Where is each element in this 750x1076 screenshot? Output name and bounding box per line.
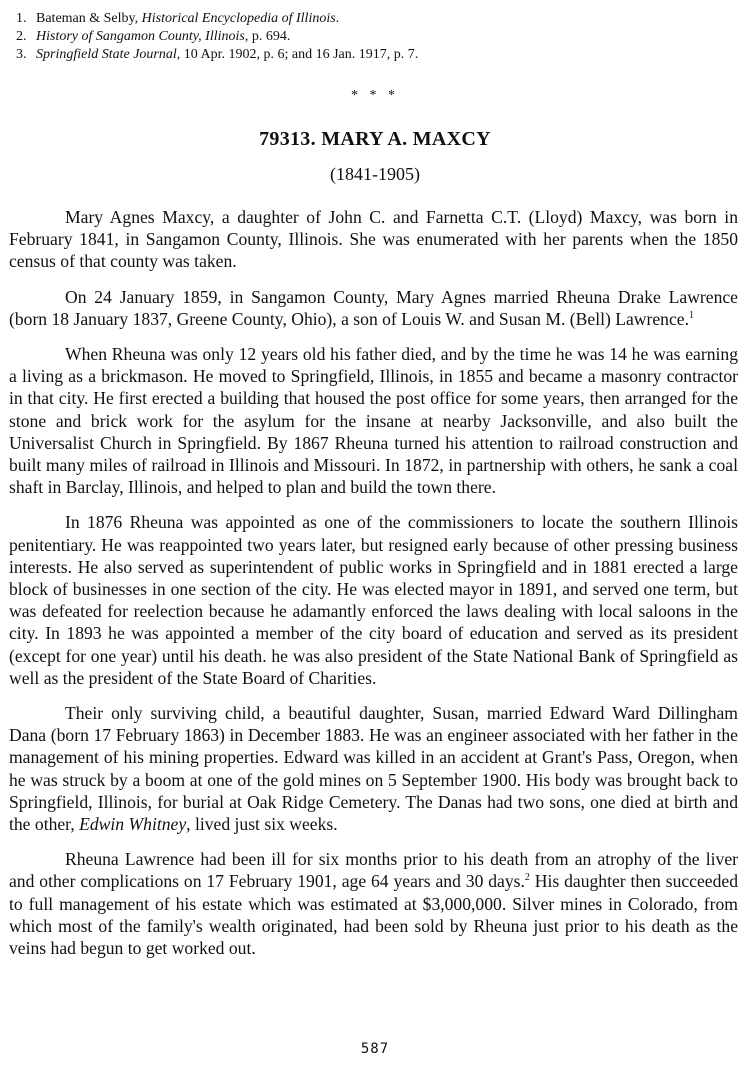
paragraph-text: On 24 January 1859, in Sangamon County, Mary Agnes married Rheuna Drake Lawrence (born 18 January 1837, Greene County, Ohio), a son of Louis W. and Susan M. (Bell) Lawrence. [9, 286, 738, 329]
footnote-text: , p. 694. [244, 29, 291, 44]
biography-body [9, 206, 738, 959]
footnote-source-title: Springfield State Journal [36, 47, 177, 62]
footnote-item [16, 10, 736, 28]
body-paragraph [9, 848, 738, 959]
body-paragraph [9, 702, 738, 835]
paragraph-text: Rheuna Lawrence had been ill for six months prior to his death from an atrophy of the liver and other complications on 17 February 1901, age 64 years and 30 days. [9, 849, 738, 892]
body-paragraph [9, 286, 738, 330]
footnote-reference: 2 [524, 872, 530, 884]
footnotes-block [16, 10, 736, 64]
paragraph-text: Mary Agnes Maxcy, a daughter of John C. and Farnetta C.T. (Lloyd) Maxcy, was born in February 1841, in Sangamon County, Illinois. She was enumerated with her parents when the 1850 census of that county was taken. [9, 207, 738, 272]
body-paragraph [9, 343, 738, 498]
footnote-text: , 10 Apr. 1902, p. 6; and 16 Jan. 1917, p. 7. [176, 47, 419, 62]
footnote-source-title: Historical Encyclopedia of Illinois [141, 11, 336, 26]
body-paragraph [9, 511, 738, 689]
footnote-number: 1. [16, 11, 27, 26]
paragraph-text: When Rheuna was only 12 years old his father died, and by the time he was 14 he was earning a living as a brickmason. He moved to Springfield, Illinois, in 1855 and became a masonry contractor in that city. He first erected a building that housed the post office for some years, then arranged for the stone and brick work for the asylum for the insane at nearby Jacksonville, and also built the Universalist Church in Springfield. By 1867 Rheuna turned his attention to railroad construction and built many miles of railroad in Illinois and Missouri. In 1872, in partnership with others, he sank a coal shaft in Barclay, Illinois, and helped to plan and build the town there. [9, 344, 738, 498]
entry-dates: (1841-1905) [330, 164, 420, 184]
paragraph-text: Their only surviving child, a beautiful daughter, Susan, married Edward Ward Dillingham Dana (born 17 February 1863) in December 1883. He was an engineer associated with her father in the management of his mining properties. Edward was killed in an accident at Grant's Pass, Oregon, when he was struck by a boom at one of the gold mines on 5 September 1900. His body was brought back to Springfield, Illinois, for burial at Oak Ridge Cemetery. The Danas had two sons, one died at birth and the other, [9, 703, 738, 835]
footnote-item [16, 46, 736, 64]
footnote-number: 3. [16, 47, 27, 62]
page-number: 587 [360, 1041, 390, 1057]
body-paragraph [9, 206, 738, 273]
section-separator: * * * [351, 88, 399, 103]
footnote-source-title: History of Sangamon County, Illinois [36, 29, 245, 44]
paragraph-text: His daughter then succeeded to full management of his estate which was estimated at $3,000,000. Silver mines in Colorado, from which most of the family's wealth originated, had been sold by Rheuna just prior to his death as the veins had begun to get worked out. [9, 871, 738, 959]
footnote-reference: 1 [689, 309, 694, 321]
child-name: Edwin Whitney [79, 814, 187, 835]
entry-title: 79313. MARY A. MAXCY [259, 128, 491, 150]
footnote-text: . [335, 11, 340, 26]
footnote-text: Bateman & Selby, [36, 11, 142, 26]
paragraph-text: , lived just six weeks. [186, 814, 338, 835]
paragraph-text: In 1876 Rheuna was appointed as one of the commissioners to locate the southern Illinois penitentiary. He was reappointed two years later, but resigned early because of other pressing business interests. He also served as superintendent of public works in Springfield and in 1881 erected a large block of businesses in one section of the city. He was elected mayor in 1891, and served one term, but was defeated for reelection because he adamantly enforced the laws dealing with local saloons in the city. In 1893 he was appointed a member of the city board of education and served as its president (except for one year) until his death. he was also president of the State National Bank of Springfield as well as the president of the State Board of Charities. [9, 512, 738, 688]
footnote-item [16, 28, 736, 46]
footnote-number: 2. [16, 29, 27, 44]
